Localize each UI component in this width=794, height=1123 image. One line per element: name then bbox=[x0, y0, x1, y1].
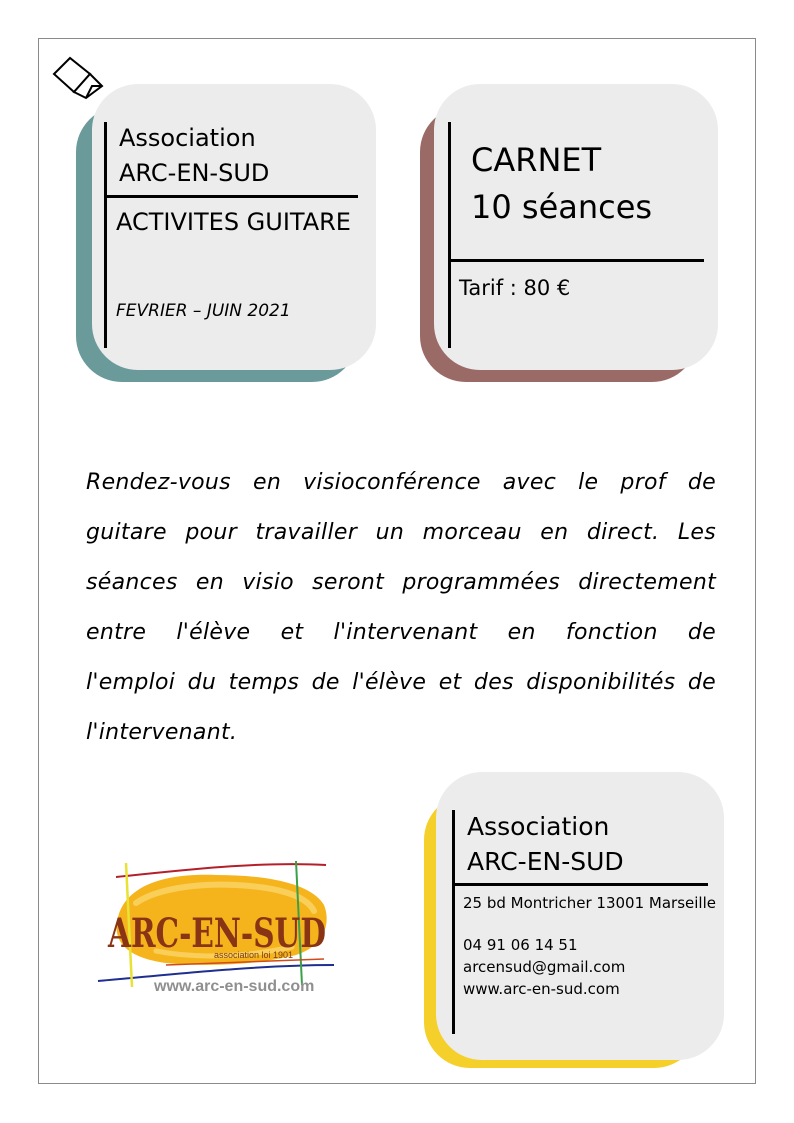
description-line: Rendez-vous en visioconférence avec le prof de bbox=[86, 470, 716, 495]
description-line: l'intervenant. bbox=[86, 720, 238, 745]
logo-url: www.arc-en-sud.com bbox=[154, 978, 315, 995]
description-line: guitare pour travailler un morceau en direct. Les bbox=[86, 520, 716, 545]
description-paragraph bbox=[86, 458, 716, 758]
card-divider-horizontal bbox=[452, 883, 708, 886]
website-text: www.arc-en-sud.com bbox=[463, 980, 620, 998]
carnet-card bbox=[420, 84, 720, 384]
card-divider-vertical bbox=[448, 122, 451, 348]
address-text: 25 bd Montricher 13001 Marseille bbox=[463, 894, 716, 912]
carnet-title-line1: CARNET bbox=[471, 141, 602, 179]
card-divider-horizontal bbox=[104, 195, 358, 198]
logo-name: ARC-EN-SUD bbox=[107, 910, 326, 957]
period-label: FEVRIER – JUIN 2021 bbox=[116, 301, 291, 321]
description-line: séances en visio seront programmées directement bbox=[86, 570, 716, 595]
description-line: entre l'élève et l'intervenant en fonction de bbox=[86, 620, 716, 645]
org-name-line1: Association bbox=[119, 124, 256, 152]
org-name-line2: ARC-EN-SUD bbox=[119, 159, 270, 187]
email-text: arcensud@gmail.com bbox=[463, 958, 626, 976]
card-divider-horizontal bbox=[448, 259, 704, 262]
activity-card bbox=[76, 84, 376, 384]
description-line: l'emploi du temps de l'élève et des disponibilités de bbox=[86, 670, 716, 695]
phone-text: 04 91 06 14 51 bbox=[463, 936, 578, 954]
carnet-title-line2: 10 séances bbox=[471, 188, 653, 226]
activity-title: ACTIVITES GUITARE bbox=[116, 208, 351, 236]
contact-org-line1: Association bbox=[467, 812, 610, 841]
arc-en-sud-logo bbox=[96, 855, 338, 995]
logo-tagline: association loi 1901 bbox=[214, 950, 294, 960]
contact-org-line2: ARC-EN-SUD bbox=[467, 847, 624, 876]
contact-card bbox=[424, 772, 724, 1072]
price-label: Tarif : 80 € bbox=[459, 276, 571, 300]
card-divider-vertical bbox=[452, 810, 455, 1034]
carnet-card-face bbox=[434, 84, 718, 370]
card-divider-vertical bbox=[104, 122, 107, 348]
